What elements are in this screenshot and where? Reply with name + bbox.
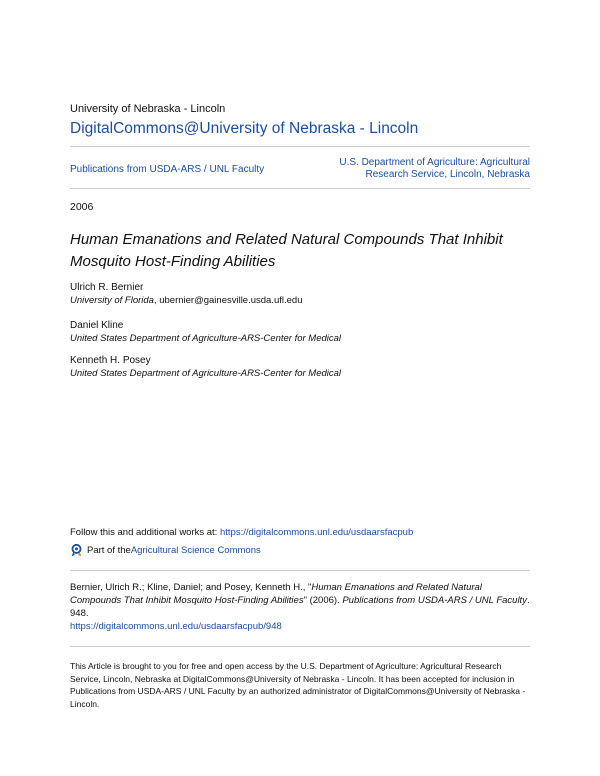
divider (70, 570, 530, 571)
divider (70, 646, 530, 647)
citation-url-link[interactable]: https://digitalcommons.unl.edu/usdaarsfacpub/948 (70, 621, 282, 632)
article-title: Human Emanations and Related Natural Compounds That Inhibit Mosquito Host-Finding Abilities (70, 231, 503, 270)
citation-block (70, 581, 530, 633)
author-name: Ulrich R. Bernier (70, 282, 144, 293)
author-block (70, 282, 303, 306)
department-link[interactable] (300, 157, 530, 181)
divider (70, 146, 530, 147)
author-affiliation: United States Department of Agriculture-ARS-Center for Medical (70, 333, 342, 344)
author-affiliation: United States Department of Agriculture-ARS-Center for Medical (70, 368, 342, 379)
author-name: Kenneth H. Posey (70, 355, 151, 366)
repository-link[interactable]: DigitalCommons@University of Nebraska - Lincoln (70, 120, 419, 137)
citation-title[interactable]: Human Emanations and Related Natural Compounds That Inhibit Mosquito Host-Finding Abilities (70, 582, 482, 606)
institution-name: University of Nebraska - Lincoln (70, 103, 226, 115)
citation-year: " (2006). (303, 595, 343, 606)
follow-line (70, 527, 413, 538)
publication-year: 2006 (70, 201, 94, 213)
publications-series-link[interactable]: Publications from USDA-ARS / UNL Faculty (70, 164, 265, 175)
affiliation-text: University of Florida (70, 295, 154, 306)
commons-link[interactable]: Agricultural Science Commons (130, 545, 261, 556)
follow-url-link[interactable]: https://digitalcommons.unl.edu/usdaarsfacpub (219, 527, 414, 538)
divider (70, 188, 530, 189)
part-of-line (70, 544, 261, 557)
part-of-label: Part of the (87, 545, 131, 556)
follow-label: Follow this and additional works at: (70, 527, 220, 538)
author-block (70, 320, 341, 344)
department-line-1: U.S. Department of Agriculture: Agricultural (339, 157, 530, 168)
department-line-2: Research Service, Lincoln, Nebraska (365, 169, 530, 180)
citation-authors: Bernier, Ulrich R.; Kline, Daniel; and Posey, Kenneth H., " (70, 582, 312, 593)
author-affiliation (70, 295, 303, 306)
author-name: Daniel Kline (70, 320, 124, 331)
citation-number: . 948. (70, 595, 530, 619)
author-email: , ubernier@gainesville.usda.ufl.edu (153, 295, 303, 306)
citation-series: Publications from USDA-ARS / UNL Faculty (342, 595, 527, 606)
access-notice: This Article is brought to you for free and open access by the U.S. Department of Agriculture: Agricultural Research Service, Lincoln, Nebraska at DigitalCommons@University of Nebraska - Lincoln. It has been accepted for inclusion in Publications from USDA-ARS / UNL Faculty by an authorized administrator of DigitalCommons@University of Nebraska - Lincoln. (70, 661, 526, 709)
network-commons-icon (70, 544, 83, 557)
author-block (70, 355, 341, 379)
